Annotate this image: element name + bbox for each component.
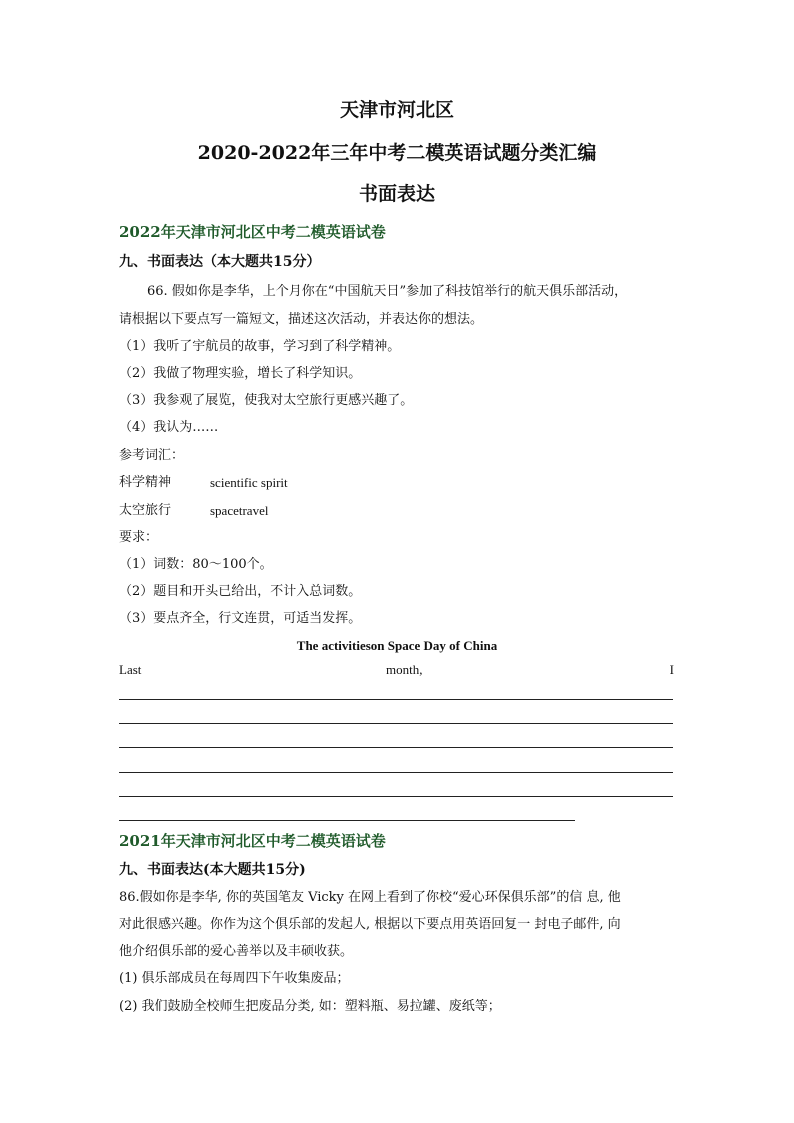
prompt-2022-line-1: 66. 假如你是李华，上个月你在“中国航天日”参加了科技馆举行的航天俱乐部活动， (147, 284, 628, 299)
essay-title: The activitieson Space Day of China (296, 638, 498, 653)
requirements-label: 要求： (119, 530, 159, 545)
essay-opening-word-2: month, (386, 662, 423, 677)
answer-line[interactable] (119, 747, 673, 748)
section-2021-part: 九、书面表达(本大题共15分) (119, 862, 306, 878)
prompt-2022-line-2: 请根据以下要点写一篇短文，描述这次活动，并表达你的想法。 (119, 312, 484, 327)
section-2022-part: 九、书面表达（本大题共15分） (119, 254, 321, 270)
vocab-1-cn: 科学精神 (119, 475, 172, 490)
vocab-2-cn: 太空旅行 (119, 503, 172, 518)
document-title-collection: 2020-2022年三年中考二模英语试题分类汇编 (197, 142, 597, 164)
section-2022-heading: 2022年天津市河北区中考二模英语试卷 (119, 223, 386, 241)
document-title-region: 天津市河北区 (339, 99, 454, 121)
prompt-2022-point-3: （3）我参观了展览，使我对太空旅行更感兴趣了。 (119, 393, 414, 408)
essay-opening-word-3: I (669, 662, 674, 677)
prompt-2022-point-1: （1）我听了宇航员的故事，学习到了科学精神。 (119, 339, 401, 354)
vocab-2-en: spacetravel (210, 503, 269, 518)
prompt-2022-point-4: （4）我认为…… (119, 420, 219, 435)
prompt-2021-line-1: 86.假如你是李华, 你的英国笔友 Vicky 在网上看到了你校“爱心环保俱乐部”的信 息, 他 (119, 890, 621, 905)
answer-line[interactable] (119, 699, 673, 700)
essay-opening-word-1: Last (119, 662, 142, 677)
answer-line[interactable] (119, 723, 673, 724)
answer-line[interactable] (119, 796, 673, 797)
requirement-3: （3）要点齐全，行文连贯，可适当发挥。 (119, 611, 362, 626)
prompt-2021-line-3: 他介绍俱乐部的爱心善举以及丰硕收获。 (119, 944, 354, 959)
requirement-2: （2）题目和开头已给出，不计入总词数。 (119, 584, 362, 599)
prompt-2021-point-2: (2) 我们鼓励全校师生把废品分类, 如：塑料瓶、易拉罐、废纸等； (119, 999, 501, 1014)
vocab-label: 参考词汇： (119, 448, 185, 463)
section-2021-heading: 2021年天津市河北区中考二模英语试卷 (119, 832, 386, 850)
vocab-1-en: scientific spirit (210, 475, 288, 490)
prompt-2021-line-2: 对此很感兴趣。你作为这个俱乐部的发起人, 根据以下要点用英语回复一 封电子邮件, 向 (119, 917, 621, 932)
prompt-2021-point-1: (1) 俱乐部成员在每周四下午收集废品； (119, 971, 350, 986)
answer-line[interactable] (119, 772, 673, 773)
requirement-1: （1）词数：80～100个。 (119, 557, 273, 572)
prompt-2022-point-2: （2）我做了物理实验，增长了科学知识。 (119, 366, 362, 381)
answer-line[interactable] (119, 820, 575, 821)
document-title-topic: 书面表达 (358, 183, 435, 205)
